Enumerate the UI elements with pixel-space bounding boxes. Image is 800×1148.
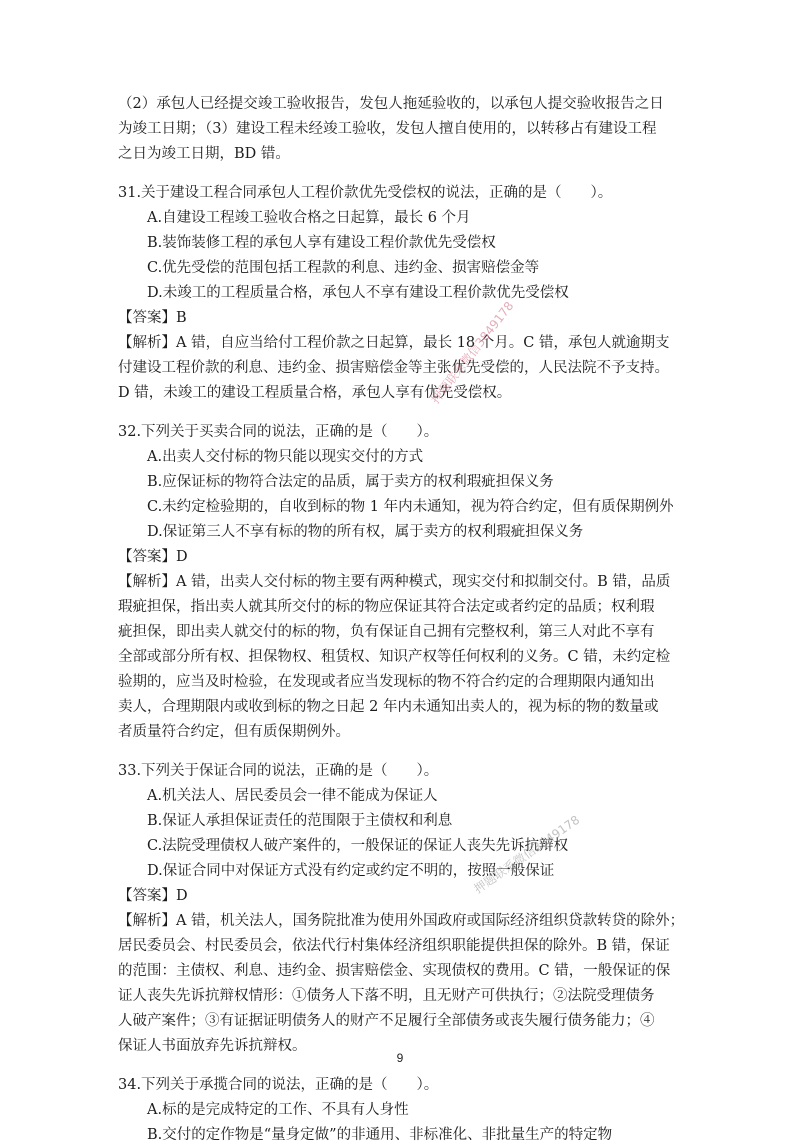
text-line: 疵担保，即出卖人就交付的标的物，负有保证自己拥有完整权利，第三人对此不享有: [118, 624, 655, 640]
text-line: 34.下列关于承揽合同的说法，正确的是（ ）。: [118, 1077, 439, 1093]
text-line: 付建设工程价款的利息、违约金、损害赔偿金等主张优先受偿的，人民法院不予支持。: [118, 360, 669, 376]
text-line: 【解析】A 错，自应当给付工程价款之日起算，最长 18 个月。C 错，承包人就逾期支: [118, 335, 670, 351]
text-line: 瑕疵担保，指出卖人就其所交付的标的物应保证其符合法定或者约定的品质；权利瑕: [118, 599, 655, 615]
text-line: 31.关于建设工程合同承包人工程价款优先受偿权的说法，正确的是（ ）。: [118, 185, 613, 201]
text-line: D 错，未竣工的建设工程质量合格，承包人享有优先受偿权。: [118, 385, 512, 401]
answer-option: A.自建设工程竣工验收合格之日起算，最长 6 个月: [147, 210, 471, 226]
paragraph-gap: [118, 167, 690, 181]
text-line: 为竣工日期；（3）建设工程未经竣工验收，发包人擅自使用的，以转移占有建设工程: [118, 121, 657, 137]
text-line: 验期的，应当及时检验，在发现或者应当发现标的物不符合约定的合理期限内通知出: [118, 674, 655, 690]
text-line: 居民委员会、村民委员会，依法代行村集体经济组织职能提供担保的除外。B 错，保证: [118, 938, 670, 954]
text-line: 证人丧失先诉抗辩权情形：①债务人下落不明，且无财产可供执行；②法院受理债务: [118, 988, 655, 1004]
answer-option: C.未约定检验期的，自收到标的物 1 年内未通知，视为符合约定，但有质保期例外: [147, 499, 674, 515]
watermark: 押题联系微信3849178: [428, 298, 517, 407]
text-line: 人破产案件；③有证据证明债务人的财产不足履行全部债务或丧失履行债务能力；④: [118, 1013, 655, 1029]
answer-option: C.优先受偿的范围包括工程款的利息、违约金、损害赔偿金等: [147, 260, 540, 276]
answer-key: 【答案】D: [118, 549, 188, 565]
text-line: 的范围：主债权、利息、违约金、损害赔偿金、实现债权的费用。C 错，一般保证的保: [118, 963, 671, 979]
text-line: 保证人书面放弃先诉抗辩权。: [118, 1038, 307, 1054]
answer-option: B.保证人承担保证责任的范围限于主债权和利息: [147, 813, 453, 829]
answer-option: D.保证合同中对保证方式没有约定或约定不明的，按照一般保证: [147, 863, 555, 879]
paragraph-gap: [118, 745, 690, 759]
answer-option: A.标的是完成特定的工作、不具有人身性: [147, 1102, 409, 1118]
answer-key: 【答案】D: [118, 888, 188, 904]
paragraph-gap: [118, 406, 690, 420]
text-line: 之日为竣工日期，BD 错。: [118, 146, 290, 162]
page-number: 9: [396, 1051, 404, 1065]
answer-option: D.保证第三人不享有标的物的所有权，属于卖方的权利瑕疵担保义务: [147, 524, 584, 540]
text-line: （2）承包人已经提交竣工验收报告，发包人拖延验收的，以承包人提交验收报告之日: [118, 96, 664, 112]
watermark: 押题联系微信3849178: [471, 812, 583, 897]
answer-option: D.未竣工的工程质量合格，承包人不享有建设工程价款优先受偿权: [147, 285, 569, 301]
text-line: 卖人，合理期限内或收到标的物之日起 2 年内未通知出卖人的，视为标的物的数量或: [118, 699, 659, 715]
answer-option: B.应保证标的物符合法定的品质，属于卖方的权利瑕疵担保义务: [147, 474, 554, 490]
answer-key: 【答案】B: [118, 310, 187, 326]
answer-option: A.机关法人、居民委员会一律不能成为保证人: [147, 788, 438, 804]
text-line: 全部或部分所有权、担保物权、租赁权、知识产权等任何权利的义务。C 错，未约定检: [118, 649, 671, 665]
text-line: 32.下列关于买卖合同的说法，正确的是（ ）。: [118, 424, 439, 440]
answer-option: B.装饰装修工程的承包人享有建设工程价款优先受偿权: [147, 235, 496, 251]
answer-option: A.出卖人交付标的物只能以现实交付的方式: [147, 449, 424, 465]
text-line: 【解析】A 错，机关法人，国务院批准为使用外国政府或国际经济组织贷款转贷的除外；: [118, 913, 685, 929]
answer-option: C.法院受理债权人破产案件的，一般保证的保证人丧失先诉抗辩权: [147, 838, 569, 854]
text-line: 者质量符合约定，但有质保期例外。: [118, 724, 350, 740]
answer-option: B.交付的定作物是“量身定做”的非通用、非标准化、非批量生产的特定物: [147, 1127, 613, 1143]
text-line: 33.下列关于保证合同的说法，正确的是（ ）。: [118, 763, 439, 779]
document-body: [118, 92, 690, 1148]
text-line: 【解析】A 错，出卖人交付标的物主要有两种模式，现实交付和拟制交付。B 错，品质: [118, 574, 671, 590]
